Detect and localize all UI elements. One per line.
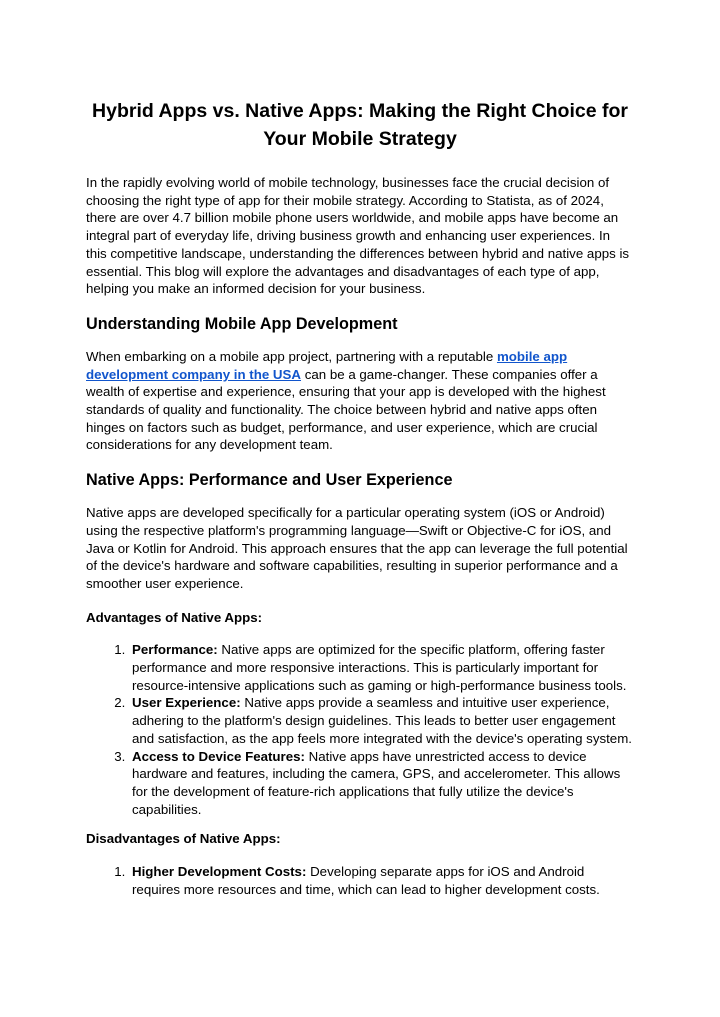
disadvantages-subheading: Disadvantages of Native Apps: [86,831,281,847]
list-item-label: Higher Development Costs: [132,864,307,880]
intro-paragraph: In the rapidly evolving world of mobile technology, businesses face the crucial decision of choosing the right type of app for their mobile strategy. According to Statista, as of 2024, there are over 4.7 billion mobile phone users worldwide, and mobile apps have become an integral part of everyday life, driving business growth and enhancing user experiences. In this competitive landscape, understanding the differences between hybrid and native apps is essential. This blog will explore the advantages and disadvantages of each type of app, helping you make an informed decision for your business. [86,175,630,297]
list-item-performance [129,641,634,694]
list-item-higher-development-costs [129,863,634,898]
section-heading-native-apps-performance: Native Apps: Performance and User Experience [86,471,453,490]
understanding-text-before-link: When embarking on a mobile app project, partnering with a reputable [86,348,497,364]
advantages-list [86,641,634,818]
list-item-access-to-device-features [129,748,634,819]
list-item-text: Native apps have unrestricted access to device hardware and features, including the camera, GPS, and accelerometer. This allows for the development of feature-rich applications that fully utilize the device's capabilities. [132,748,621,817]
advantages-subheading: Advantages of Native Apps: [86,609,263,625]
list-item-label: User Experience: [132,695,241,711]
list-item-text: Developing separate apps for iOS and Android requires more resources and time, which can lead to higher development costs. [132,864,600,897]
understanding-text-after-link: can be a game-changer. These companies offer a wealth of expertise and experience, ensuring that your app is developed with the highest standards of quality and functionality. The choice between hybrid and native apps often hinges on factors such as budget, performance, and user experience, which are crucial considerations for any development team. [86,366,606,453]
list-item-text: Native apps are optimized for the specific platform, offering faster performance and more responsive interactions. This is particularly important for resource-intensive applications such as gaming or high-performance business tools. [132,642,627,693]
document-title: Hybrid Apps vs. Native Apps: Making the Right Choice for Your Mobile Strategy [92,100,628,150]
list-item-user-experience [129,694,634,747]
list-item-label: Performance: [132,642,218,658]
mobile-app-development-company-link[interactable]: mobile app development company in the USA [86,348,568,382]
list-item-text: Native apps provide a seamless and intuitive user experience, adhering to the platform's design guidelines. This leads to better user engagement and satisfaction, as the app feels more integrated with the device's operating system. [132,695,632,746]
disadvantages-list [86,863,634,898]
understanding-paragraph [86,348,634,454]
list-item-label: Access to Device Features: [132,748,305,764]
native-apps-paragraph: Native apps are developed specifically for a particular operating system (iOS or Android) using the respective platform's programming language—Swift or Objective-C for iOS, and Java or Kotlin for Android. This approach ensures that the app can leverage the full potential of the device's hardware and software capabilities, resulting in superior performance and a smoother user experience. [86,505,628,591]
section-heading-understanding-mobile-app-development: Understanding Mobile App Development [86,314,398,333]
